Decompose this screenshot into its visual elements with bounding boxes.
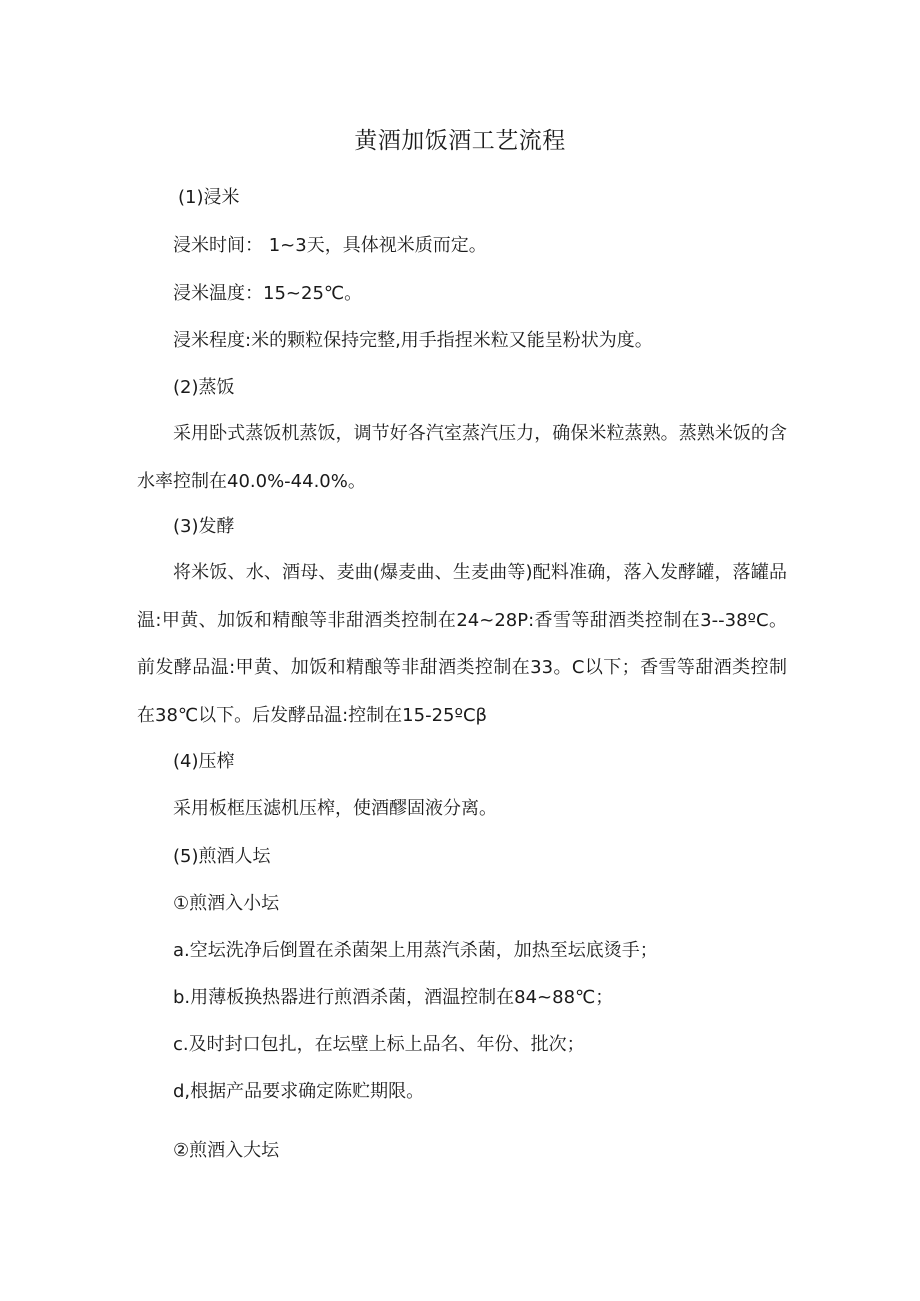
soak-time: 浸米时间： 1~3天，具体视米质而定。 [173,235,487,256]
small-jar-item-b: b.用薄板换热器进行煎酒杀菌，酒温控制在84~88℃； [173,987,614,1008]
ferment-paragraph: 将米饭、水、酒母、麦曲(爆麦曲、生麦曲等)配料准确，落入发酵罐，落罐品温:甲黄、加饭和精酿等非甜酒类控制在24~28P:香雪等甜酒类控制在3--38ºC。前发酵品温:甲黄、加饭和精酿等非甜酒类控制在33。C以下；香雪等甜酒类控制在38℃以下。后发酵品温:控制在15-25ºCβ [137,562,787,726]
steam-paragraph: 采用卧式蒸饭机蒸饭，调节好各汽室蒸汽压力，确保米粒蒸熟。蒸熟米饭的含水率控制在40.0%-44.0%。 [137,423,787,492]
soak-degree: 浸米程度:米的颗粒保持完整,用手指捏米粒又能呈粉状为度。 [173,330,653,351]
section-heading-steam: (2)蒸饭 [173,377,235,398]
large-jar-heading: ②煎酒入大坛 [173,1140,280,1161]
section-heading-jar: (5)煎酒人坛 [173,846,271,867]
soak-temperature: 浸米温度：15~25℃。 [173,283,363,304]
document-title: 黄酒加饭酒工艺流程 [354,128,566,154]
small-jar-item-a: a.空坛洗净后倒置在杀菌架上用蒸汽杀菌，加热至坛底烫手； [173,940,658,961]
small-jar-heading: ①煎酒入小坛 [173,893,280,914]
small-jar-item-d: d,根据产品要求确定陈贮期限。 [173,1081,425,1102]
small-jar-item-c: c.及时封口包扎，在坛壁上标上品名、年份、批次； [173,1034,585,1055]
section-heading-ferment: (3)发酵 [173,516,235,537]
press-paragraph: 采用板框压滤机压榨，使酒醪固液分离。 [173,798,497,819]
section-heading-press: (4)压榨 [173,751,235,772]
section-heading-soak: (1)浸米 [178,187,240,208]
